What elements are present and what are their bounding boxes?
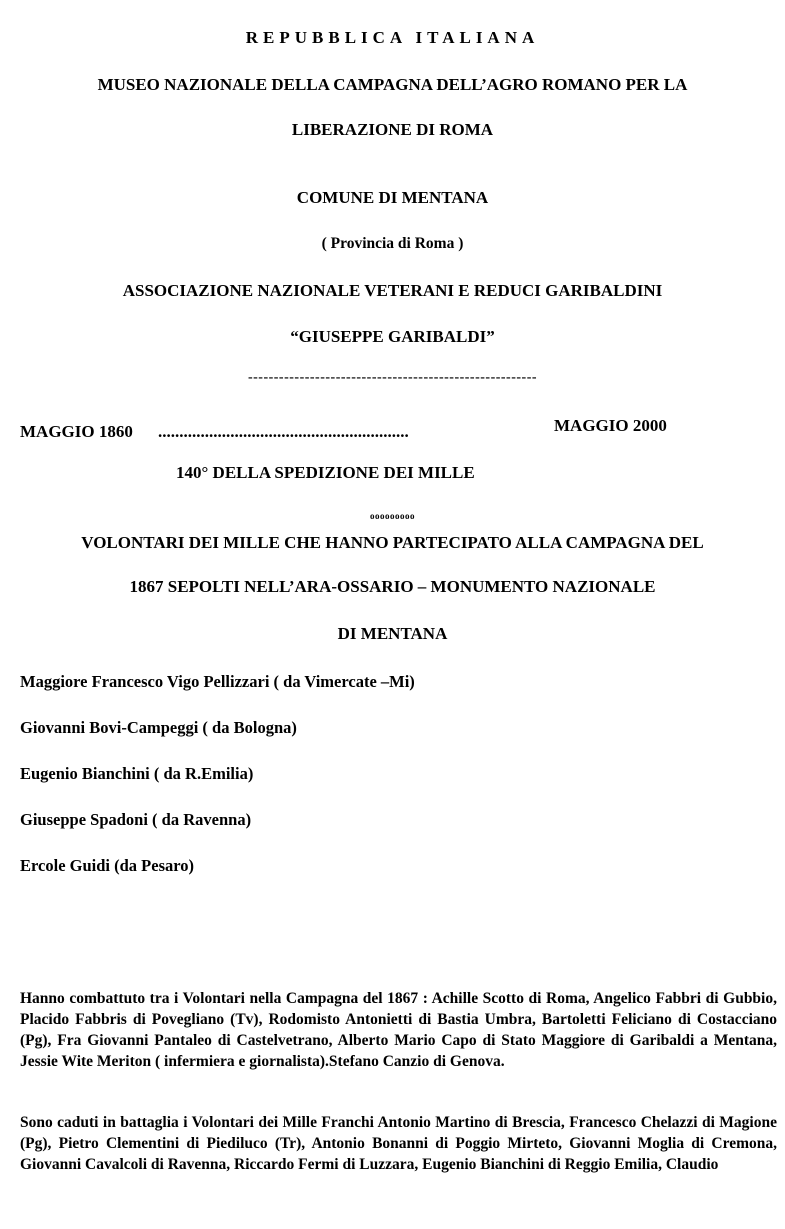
section-title-line3: DI MENTANA: [337, 624, 448, 643]
museum-heading-line2: LIBERAZIONE DI ROMA: [291, 120, 494, 139]
provincia-heading: ( Provincia di Roma ): [321, 235, 464, 252]
separator-line: --------------------------------------------------------: [247, 370, 538, 385]
section-title-line2: 1867 SEPOLTI NELL’ARA-OSSARIO – MONUMENTO NAZIONALE: [129, 577, 656, 596]
volunteer-item: Ercole Guidi (da Pesaro): [20, 856, 195, 875]
republic-heading: REPUBBLICA ITALIANA: [245, 28, 540, 47]
combatants-paragraph: Hanno combattuto tra i Volontari nella Campagna del 1867 : Achille Scotto di Roma, Angelico Fabbri di Gubbio, Placido Fabbris di Povegliano (Tv), Rodomisto Antonietti di Bastia Umbra, Bartoletti Feliciano di Costacciano (Pg), Fra Giovanni Pantaleo di Castelvetrano, Alberto Mario Capo di Stato Maggiore di Garibaldi a Mentana, Jessie Wite Meriton ( infermiera e giornalista).Stefano Canzio di Genova.: [20, 990, 777, 1070]
date-start: MAGGIO 1860: [20, 422, 133, 441]
volunteer-item: Maggiore Francesco Vigo Pellizzari ( da Vimercate –Mi): [20, 672, 415, 691]
museum-heading-line1: MUSEO NAZIONALE DELLA CAMPAGNA DELL’AGRO ROMANO PER LA: [97, 75, 688, 94]
date-end: MAGGIO 2000: [554, 416, 667, 435]
volunteer-item: Giovanni Bovi-Campeggi ( da Bologna): [20, 718, 297, 737]
volunteer-item: Giuseppe Spadoni ( da Ravenna): [20, 810, 252, 829]
anniversary-heading: 140° DELLA SPEDIZIONE DEI MILLE: [176, 463, 475, 482]
date-dots: ...........................................................: [158, 422, 409, 441]
section-title-line1: VOLONTARI DEI MILLE CHE HANNO PARTECIPATO ALLA CAMPAGNA DEL: [81, 533, 704, 552]
associazione-heading: ASSOCIAZIONE NAZIONALE VETERANI E REDUCI GARIBALDINI: [122, 281, 663, 300]
ornament-divider: ooooooooo: [370, 511, 415, 521]
comune-heading: COMUNE DI MENTANA: [296, 188, 489, 207]
fallen-paragraph: Sono caduti in battaglia i Volontari dei Mille Franchi Antonio Martino di Brescia, Francesco Chelazzi di Magione (Pg), Pietro Clementini di Piediluco (Tr), Antonio Bonanni di Poggio Mirteto, Giovanni Moglia di Cremona, Giovanni Cavalcoli di Ravenna, Riccardo Fermi di Luzzara, Eugenio Bianchini di Reggio Emilia, Claudio: [20, 1114, 777, 1173]
volunteer-item: Eugenio Bianchini ( da R.Emilia): [20, 764, 254, 783]
giuseppe-heading: “GIUSEPPE GARIBALDI”: [290, 327, 495, 346]
